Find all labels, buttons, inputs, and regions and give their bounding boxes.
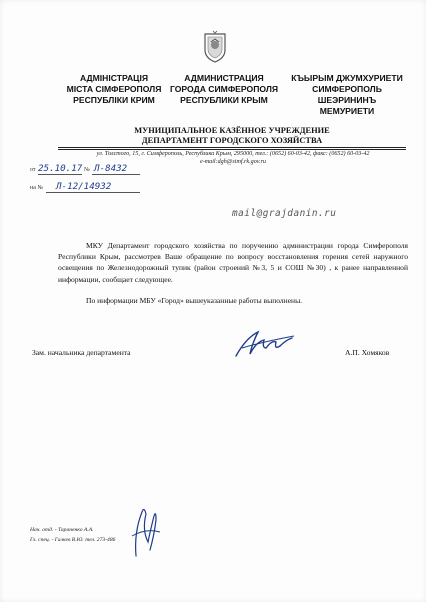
reg-date: 25.10.17 [38,163,83,174]
org-name-line2: ДЕПАРТАМЕНТ ГОРОДСКОГО ХОЗЯЙСТВА [141,136,323,145]
letter-paragraph-1: МКУ Департамент городского хозяйства по поручению администрации города Симферополя Республики Крым, рассмотрев Ваше обращение по вопросу восстановления горения сетей наружного освещения по Железнодорожный тупик (район строений №3, 5 и СОШ №30) , к ранее направленной информации, сообщает следующее. [58,241,408,284]
header-ukrainian [56,73,172,106]
reg-no-label: № [84,167,90,173]
header-right-line: ШЕЭРИНИНЪ [317,95,377,105]
header-divider [58,147,406,148]
org-email: e-mail:dgh@simf.rk.gov.ru [200,159,266,165]
header-left-line: РЕСПУБЛІКИ КРИМ [73,95,155,105]
reg-ref-number: Л-12/14932 [56,181,112,192]
reg-date-line [38,174,82,175]
header-center-line: ГОРОДА СИМФЕРОПОЛЯ [169,84,279,94]
header-left-line: МІСТА СІМФЕРОПОЛЯ [66,84,162,94]
org-name-line1: МУНИЦИПАЛЬНОЕ КАЗЁННОЕ УЧРЕЖДЕНИЕ [134,126,330,135]
header-right-line: КЪЫРЫМ ДЖУМХУРИЕТИ [291,73,403,83]
header-center-line: АДМИНИСТРАЦИЯ [184,73,264,83]
header-left-line: АДМІНІСТРАЦІЯ [79,73,149,83]
signer-position: Зам. начальника департамента [32,348,131,357]
org-address: ул. Толстого, 15, г. Симферополь, Республика Крым, 295000, тел.: (0652) 60-03-42, факс: (0652) 60-03-42 [96,151,370,157]
signature-image [232,326,302,360]
header-right-line: МЕМУРИЕТИ [319,106,375,116]
header-center-line: РЕСПУБЛИКИ КРЫМ [180,95,268,105]
signer-name: А.П. Хомяков [345,348,390,357]
header-russian [164,73,284,106]
reg-ref-line [46,192,140,193]
header-crimean-tatar [286,73,408,117]
header-right-line: СИМФЕРОПОЛЬ [312,84,382,94]
executor-line-1: Нач. отд. - Тараненко А.А. [30,527,94,533]
reg-from-label: от [30,167,36,173]
reg-number: Л-8432 [94,163,128,174]
letter-paragraph-2: По информации МБУ «Город» вышеуказанные работы выполнены. [86,296,303,305]
reg-ref-label: на № [30,185,44,191]
executor-line-2: Гл. спец. - Галкев В.Ю. тел. 273-486 [30,537,116,543]
coat-of-arms-icon [203,30,227,64]
handwritten-email: mail@grajdanin.ru [232,208,337,219]
reg-number-line [92,174,140,175]
executor-signature-image [128,502,162,558]
